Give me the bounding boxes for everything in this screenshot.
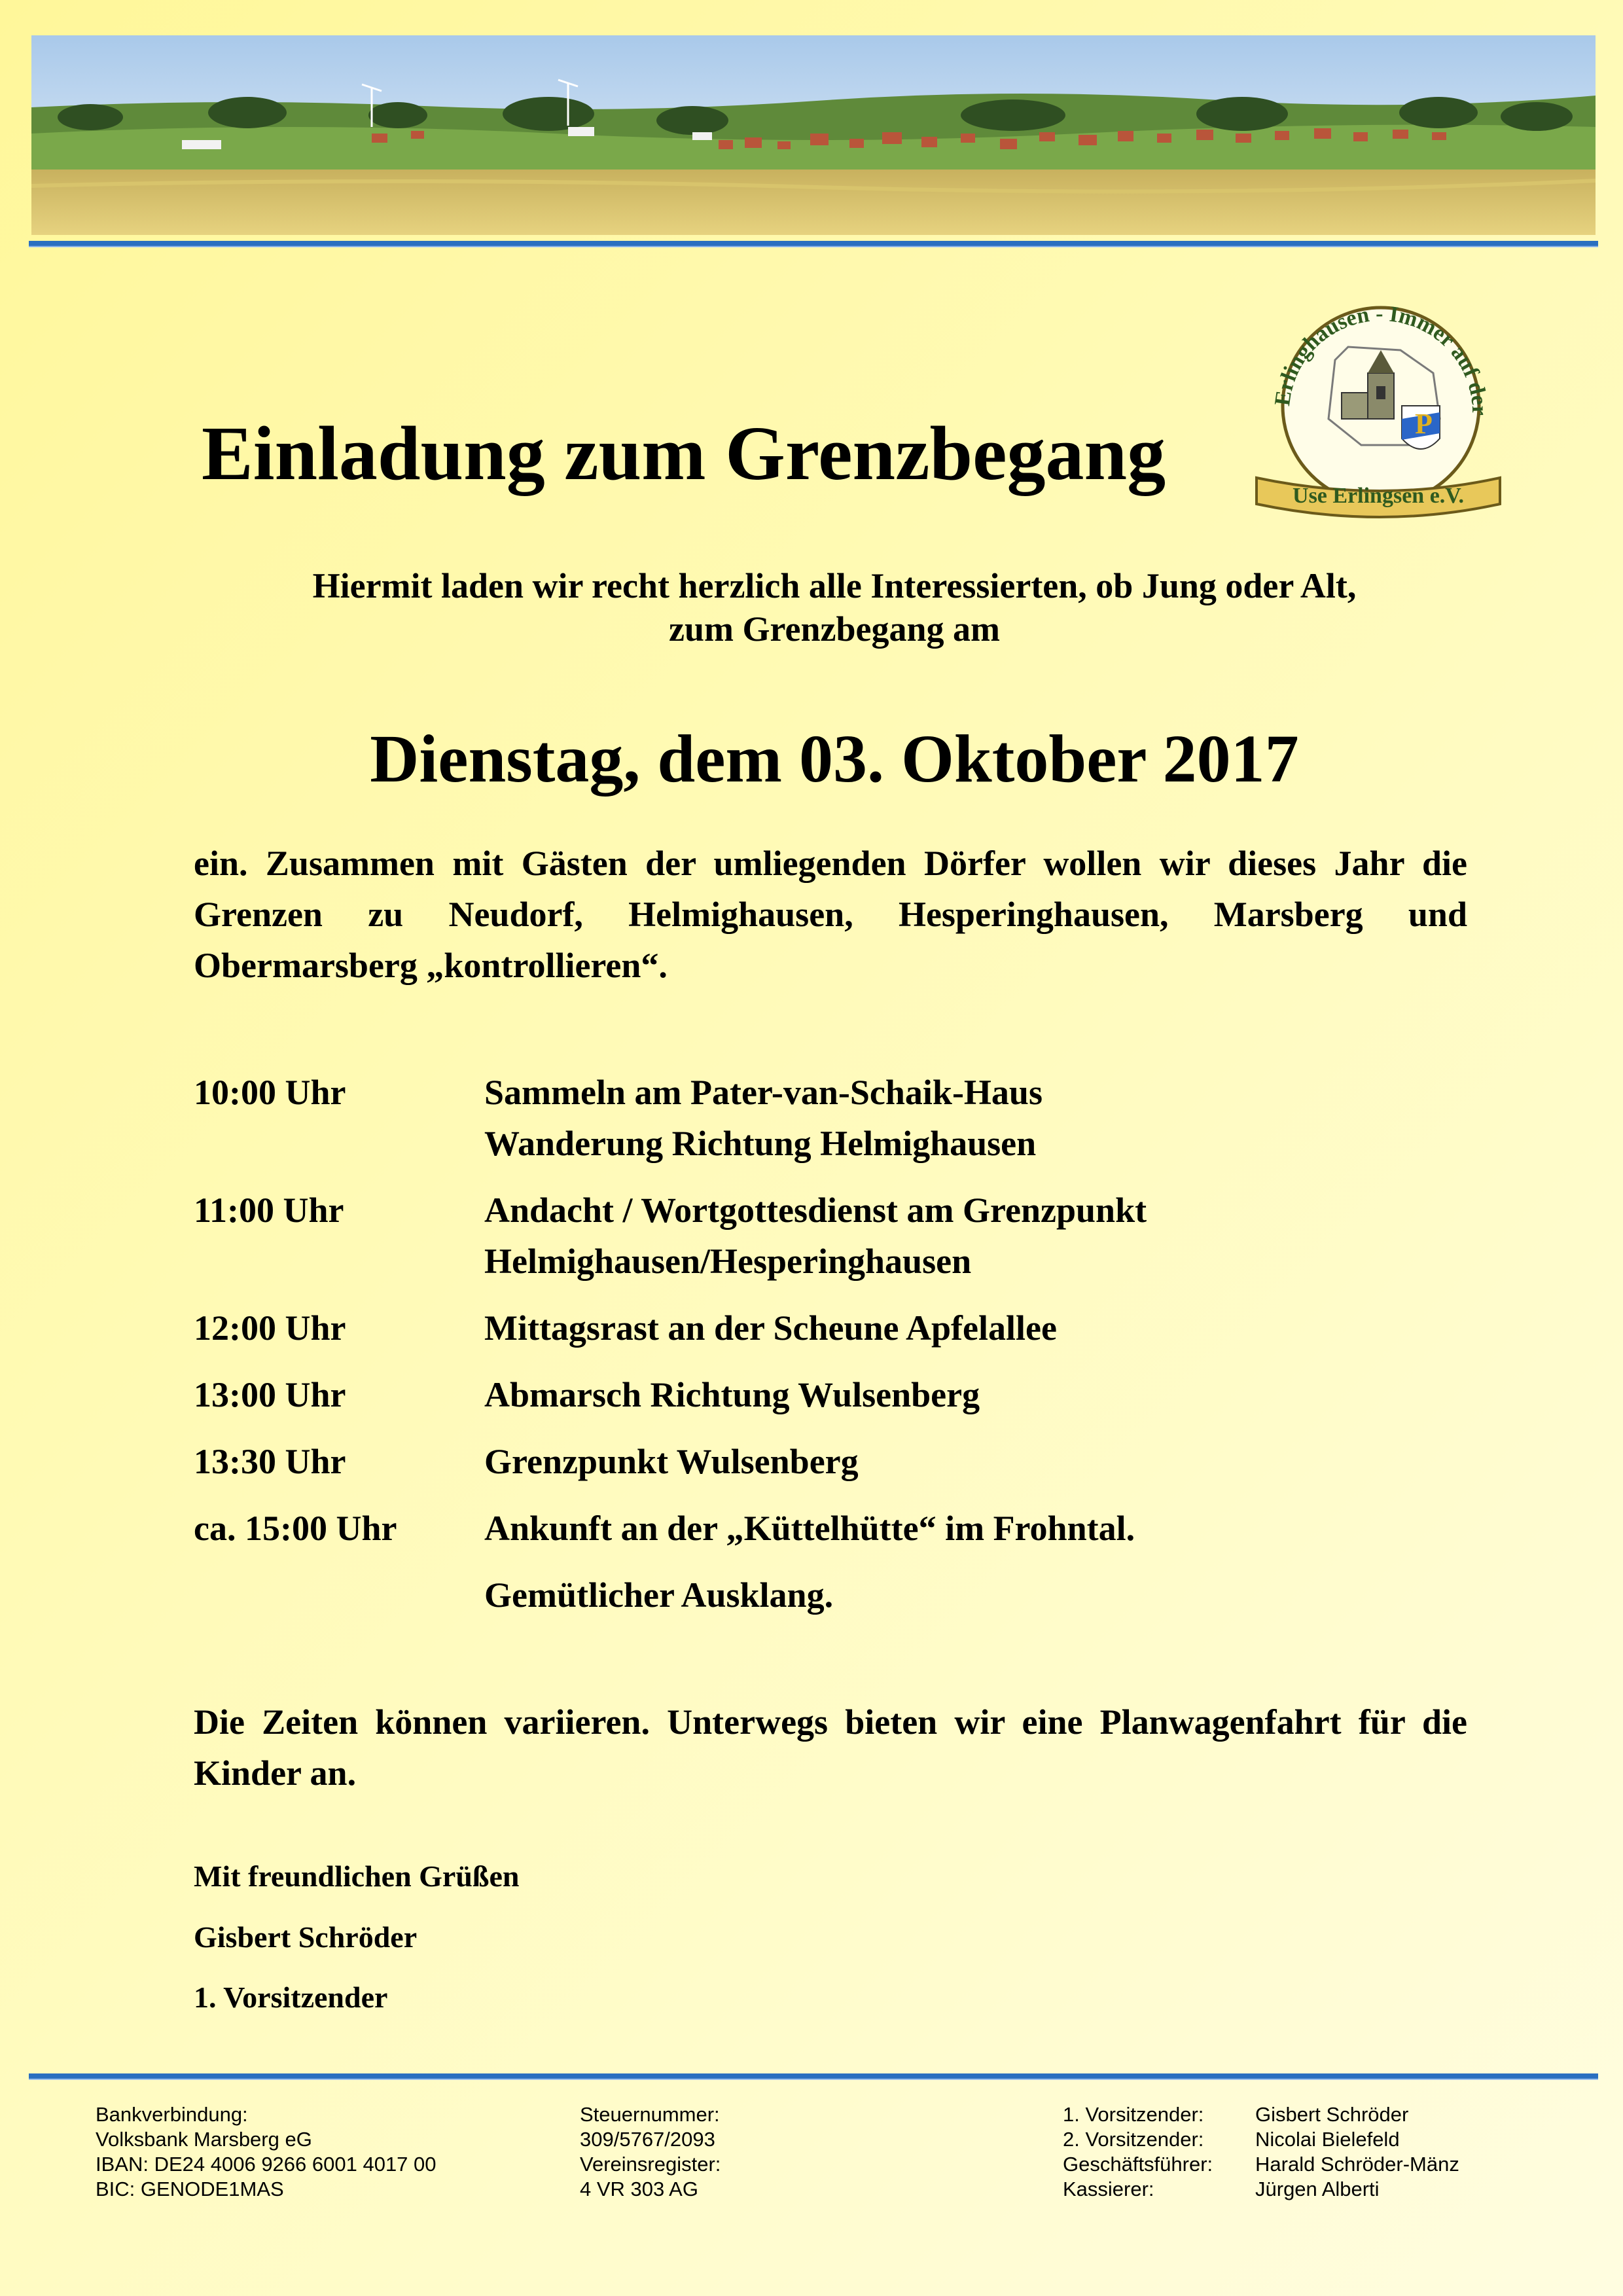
notice-paragraph: Die Zeiten können variieren. Unterwegs bieten wir eine Planwagenfahrt für die Kinder an. bbox=[194, 1702, 1467, 1793]
footer-board-names bbox=[1255, 2102, 1459, 2202]
signer-role: 1. Vorsitzender bbox=[194, 1981, 388, 2014]
schedule-time: 11:00 Uhr bbox=[194, 1191, 344, 1230]
schedule-time: 13:30 Uhr bbox=[194, 1442, 346, 1481]
schedule-activity: Helmighausen/Hesperinghausen bbox=[484, 1242, 972, 1281]
schedule-activity: Gemütlicher Ausklang. bbox=[484, 1575, 834, 1615]
schedule-time: 13:00 Uhr bbox=[194, 1375, 346, 1414]
footer-line: Bankverbindung: bbox=[96, 2103, 248, 2126]
schedule-activity: Andacht / Wortgottesdienst am Grenzpunkt bbox=[484, 1191, 1147, 1230]
schedule-activity: Wanderung Richtung Helmighausen bbox=[484, 1124, 1037, 1163]
schedule-time: ca. 15:00 Uhr bbox=[194, 1509, 397, 1548]
svg-text:P: P bbox=[1415, 408, 1433, 440]
footer-line: 309/5767/2093 bbox=[580, 2128, 715, 2151]
intro-line: zum Grenzbegang am bbox=[669, 609, 1000, 649]
logo-ribbon-text: Use Erlingsen e.V. bbox=[1293, 484, 1464, 508]
footer-line: BIC: GENODE1MAS bbox=[96, 2178, 284, 2200]
footer-line: Gisbert Schröder bbox=[1255, 2103, 1409, 2126]
intro-paragraph: ein. Zusammen mit Gästen der umliegenden Dörfer wollen wir dieses Jahr die Grenzen zu Neudorf, Helmighausen, Hesperinghausen, Marsberg und Obermarsberg „kontrollieren“. bbox=[194, 844, 1467, 985]
schedule-time: 10:00 Uhr bbox=[194, 1073, 346, 1112]
footer-line: IBAN: DE24 4006 9266 6001 4017 00 bbox=[96, 2153, 437, 2176]
footer-tax bbox=[580, 2102, 721, 2202]
footer-line: 4 VR 303 AG bbox=[580, 2178, 698, 2200]
footer-line: Harald Schröder-Mänz bbox=[1255, 2153, 1459, 2176]
coat-of-arms-icon bbox=[1402, 406, 1440, 449]
schedule-activity: Ankunft an der „Küttelhütte“ im Frohntal. bbox=[484, 1509, 1135, 1548]
schedule-activity: Abmarsch Richtung Wulsenberg bbox=[484, 1375, 980, 1414]
intro-text bbox=[196, 564, 1472, 651]
club-logo bbox=[1250, 288, 1507, 524]
schedule-activity: Mittagsrast an der Scheune Apfelallee bbox=[484, 1308, 1057, 1348]
footer-line: Steuernummer: bbox=[580, 2103, 720, 2126]
footer-board-roles bbox=[1063, 2102, 1213, 2202]
footer-line: Geschäftsführer: bbox=[1063, 2153, 1213, 2176]
closing-greeting: Mit freundlichen Grüßen bbox=[194, 1859, 520, 1893]
schedule-activity: Grenzpunkt Wulsenberg bbox=[484, 1442, 859, 1481]
footer-line: Kassierer: bbox=[1063, 2178, 1154, 2200]
footer-line: Volksbank Marsberg eG bbox=[96, 2128, 312, 2151]
footer-line: Nicolai Bielefeld bbox=[1255, 2128, 1400, 2151]
footer-line: Vereinsregister: bbox=[580, 2153, 721, 2176]
logo-arc-text: Erlinghausen - Immer auf der bbox=[1270, 301, 1492, 416]
footer-divider bbox=[29, 2073, 1598, 2080]
header-divider bbox=[29, 241, 1598, 247]
intro-line: Hiermit laden wir recht herzlich alle Interessierten, ob Jung oder Alt, bbox=[312, 566, 1357, 605]
page-title: Einladung zum Grenzbegang bbox=[202, 410, 1166, 496]
schedule-activity: Sammeln am Pater-van-Schaik-Haus bbox=[484, 1073, 1043, 1112]
footer-bank bbox=[96, 2102, 437, 2202]
event-date: Dienstag, dem 03. Oktober 2017 bbox=[370, 721, 1299, 797]
schedule-time: 12:00 Uhr bbox=[194, 1308, 346, 1348]
footer-line: Jürgen Alberti bbox=[1255, 2178, 1380, 2200]
footer-line: 1. Vorsitzender: bbox=[1063, 2103, 1204, 2126]
footer-line: 2. Vorsitzender: bbox=[1063, 2128, 1204, 2151]
village-panorama-photo bbox=[31, 35, 1596, 235]
signer-name: Gisbert Schröder bbox=[194, 1920, 418, 1954]
